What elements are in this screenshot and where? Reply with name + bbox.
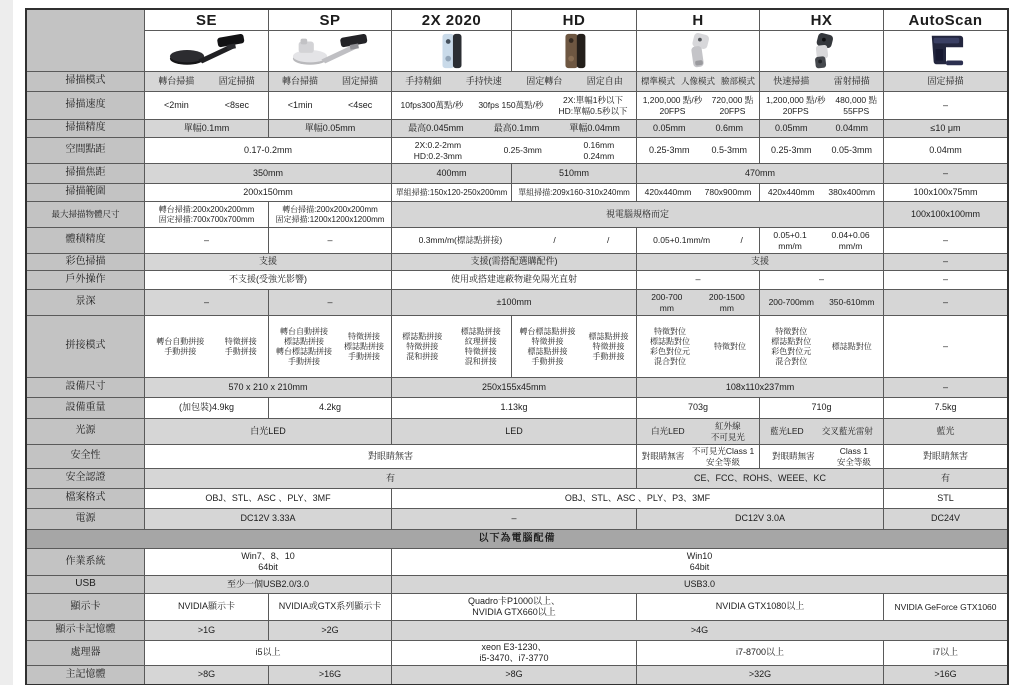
row-computer-spec-banner	[27, 530, 1007, 549]
cell-point-distance-autoscan: 0.04mm	[884, 138, 1007, 164]
cell-scan-mode-hx: 快速掃描 雷射掃描	[760, 72, 884, 92]
cell-ram-se: >8G	[145, 666, 269, 684]
row-ram	[27, 666, 1007, 684]
row-label-scan-speed: 掃描速度	[27, 92, 145, 120]
2x-scanner-image	[392, 31, 511, 72]
cell-light-hx: 藍光LED 交叉藍光雷射	[760, 419, 884, 445]
autoscan-scanner-image	[884, 31, 1007, 72]
row-label-certification: 安全認證	[27, 469, 145, 489]
row-gpu	[27, 594, 1007, 621]
cell-scan-accuracy-h: 0.05mm 0.6mm	[637, 120, 760, 138]
cell-vram-2x-autoscan: >4G	[392, 621, 1007, 641]
cell-scan-speed-h: 1,200,000 點/秒 20FPS 720,000 點 20FPS	[637, 92, 760, 120]
cell-scan-range-h: 420x440mm 780x900mm	[637, 184, 760, 202]
cell-device-size-autoscan: –	[884, 378, 1007, 398]
cell-alignment-se: 轉台自動拼接 手動拼接 特徵拼接 手動拼接	[145, 316, 269, 378]
cell-alignment-hx: 特徵對位 標誌點對位 彩色對位元 混合對位 標誌點對位	[760, 316, 884, 378]
cell-scan-range-autoscan: 100x100x75mm	[884, 184, 1007, 202]
cell-depth-sp: –	[269, 290, 392, 316]
cell-certification-autoscan: 有	[884, 469, 1007, 489]
cell-certification-se-hd: 有	[145, 469, 637, 489]
row-light-source	[27, 419, 1007, 445]
cell-depth-autoscan: –	[884, 290, 1007, 316]
cell-max-size-autoscan: 100x100x100mm	[884, 202, 1007, 228]
row-scan-range	[27, 184, 1007, 202]
row-label-focal-distance: 掃描焦距	[27, 164, 145, 184]
cell-gpu-autoscan: NVIDIA GeForce GTX1060	[884, 594, 1007, 621]
row-label-scan-accuracy: 掃描精度	[27, 120, 145, 138]
cell-weight-2x-hd: 1.13kg	[392, 398, 637, 419]
cell-volume-accuracy-autoscan: –	[884, 228, 1007, 254]
row-outdoor-operation	[27, 271, 1007, 290]
product-name-hx: HX	[760, 10, 883, 31]
row-volume-accuracy	[27, 228, 1007, 254]
cell-file-format-2x-hx: OBJ、STL、ASC 、PLY、P3、3MF	[392, 489, 884, 509]
h-scanner-image	[637, 31, 759, 72]
cell-alignment-2x: 標誌點拼接 特徵拼接 混和拼接 標誌點拼接 紋理拼接 特徵拼接 混和拼接	[392, 316, 512, 378]
page-edge-strip	[0, 0, 13, 685]
cell-scan-mode-sp: 轉台掃描 固定掃描	[269, 72, 392, 92]
cell-power-autoscan: DC24V	[884, 509, 1007, 530]
row-label-safety: 安全性	[27, 445, 145, 469]
cell-alignment-hd: 轉台標誌點拼接 特徵拼接 標誌點拼接 手動拼接 標誌點拼接 特徵拼接 手動拼接	[512, 316, 637, 378]
row-max-object-size	[27, 202, 1007, 228]
cell-device-size-2x-hd: 250x155x45mm	[392, 378, 637, 398]
row-label-volume-accuracy: 體積精度	[27, 228, 145, 254]
2x-scanner-graphic	[397, 32, 507, 70]
cell-scan-accuracy-se: 單幅0.1mm	[145, 120, 269, 138]
cell-focal-se-sp: 350mm	[145, 164, 392, 184]
cell-volume-accuracy-h: 0.05+0.1mm/m /	[637, 228, 760, 254]
cell-os-se-sp: Win7、8、10 64bit	[145, 549, 392, 576]
cell-alignment-sp: 轉台自動拼接 標誌點拼接 轉台標誌點拼接 手動拼接 特徵拼接 標誌點拼接 手動拼接	[269, 316, 392, 378]
row-focal-distance	[27, 164, 1007, 184]
cell-cpu-h-hx: i7-8700以上	[637, 641, 884, 666]
cell-weight-se: (加包裝)4.9kg	[145, 398, 269, 419]
cell-cpu-se-sp: i5以上	[145, 641, 392, 666]
cell-light-autoscan: 藍光	[884, 419, 1007, 445]
row-label-light-source: 光源	[27, 419, 145, 445]
product-col-sp	[269, 10, 392, 72]
row-label-ram: 主記憶體	[27, 666, 145, 684]
cell-scan-range-se-sp: 200x150mm	[145, 184, 392, 202]
cell-volume-accuracy-sp: –	[269, 228, 392, 254]
h-scanner-graphic	[643, 32, 753, 70]
hx-scanner-graphic	[767, 32, 877, 70]
cell-usb-se-sp: 至少一個USB2.0/3.0	[145, 576, 392, 594]
row-alignment-mode	[27, 316, 1007, 378]
row-label-vram: 顯示卡記憶體	[27, 621, 145, 641]
cell-gpu-2x-hd: Quadro卡P1000以上、 NVIDIA GTX660以上	[392, 594, 637, 621]
cell-safety-hx: 對眼睛無害 Class 1 安全等級	[760, 445, 884, 469]
cell-scan-speed-2x-hd: 10fps300萬點/秒 30fps 150萬點/秒 2X:單幅1秒以下 HD:單幅0.5秒以下	[392, 92, 637, 120]
cell-device-size-se-sp: 570 x 210 x 210mm	[145, 378, 392, 398]
product-name-se: SE	[145, 10, 268, 31]
cell-scan-speed-se: <2min <8sec	[145, 92, 269, 120]
row-depth-of-field	[27, 290, 1007, 316]
cell-light-h: 白光LED 紅外線 不可見光	[637, 419, 760, 445]
cell-point-distance-hx: 0.25-3mm 0.05-3mm	[760, 138, 884, 164]
cell-safety-h: 對眼睛無害 不可見光Class 1 安全等級	[637, 445, 760, 469]
row-label-power: 電源	[27, 509, 145, 530]
row-label-point-distance: 空間點距	[27, 138, 145, 164]
cell-scan-range-hx: 420x440mm 380x400mm	[760, 184, 884, 202]
row-certification	[27, 469, 1007, 489]
cell-depth-h: 200-700 mm 200-1500 mm	[637, 290, 760, 316]
row-power	[27, 509, 1007, 530]
row-color-scan	[27, 254, 1007, 271]
row-vram	[27, 621, 1007, 641]
row-label-os: 作業系統	[27, 549, 145, 576]
cell-focal-h-hx: 470mm	[637, 164, 884, 184]
cell-depth-hx: 200-700mm 350-610mm	[760, 290, 884, 316]
cell-ram-h-hx: >32G	[637, 666, 884, 684]
cell-gpu-se: NVIDIA顯示卡	[145, 594, 269, 621]
product-col-hx	[760, 10, 884, 72]
cell-scan-accuracy-hx: 0.05mm 0.04mm	[760, 120, 884, 138]
row-scan-speed	[27, 92, 1007, 120]
cell-color-scan-se-sp: 支援	[145, 254, 392, 271]
cell-max-size-sp: 轉台掃描:200x200x200mm 固定掃描:1200x1200x1200mm	[269, 202, 392, 228]
cell-point-distance-se-sp: 0.17-0.2mm	[145, 138, 392, 164]
cell-file-format-autoscan: STL	[884, 489, 1007, 509]
product-name-hd: HD	[512, 10, 636, 31]
cell-device-size-h-hx: 108x110x237mm	[637, 378, 884, 398]
sp-scanner-graphic	[275, 32, 385, 70]
spec-table	[25, 8, 1009, 685]
row-label-device-size: 設備尺寸	[27, 378, 145, 398]
cell-scan-accuracy-2x-hd: 最高0.045mm 最高0.1mm 單幅0.04mm	[392, 120, 637, 138]
row-scan-mode	[27, 72, 1007, 92]
product-name-autoscan: AutoScan	[884, 10, 1007, 31]
row-label-alignment-mode: 拼接模式	[27, 316, 145, 378]
row-label-file-format: 檔案格式	[27, 489, 145, 509]
row-safety	[27, 445, 1007, 469]
row-device-weight	[27, 398, 1007, 419]
cell-weight-h: 703g	[637, 398, 760, 419]
cell-outdoor-2x-hd: 使用或搭建遮蔽物避免陽光直射	[392, 271, 637, 290]
product-col-h	[637, 10, 760, 72]
cell-alignment-autoscan: –	[884, 316, 1007, 378]
cell-safety-se-hd: 對眼睛無害	[145, 445, 637, 469]
row-label-cpu: 處理器	[27, 641, 145, 666]
cell-max-size-2x-hx: 視電腦規格而定	[392, 202, 884, 228]
cell-gpu-sp: NVIDIA或GTX系列顯示卡	[269, 594, 392, 621]
row-label-outdoor-operation: 戶外操作	[27, 271, 145, 290]
cell-alignment-h: 特徵對位 標誌點對位 彩色對位元 混合對位 特徵對位	[637, 316, 760, 378]
cell-volume-accuracy-se: –	[145, 228, 269, 254]
computer-spec-banner: 以下為電腦配備	[27, 530, 1007, 549]
cell-volume-accuracy-hx: 0.05+0.1 mm/m 0.04+0.06 mm/m	[760, 228, 884, 254]
product-col-se	[145, 10, 269, 72]
hx-scanner-image	[760, 31, 883, 72]
cell-gpu-h-hx: NVIDIA GTX1080以上	[637, 594, 884, 621]
cell-vram-se: >1G	[145, 621, 269, 641]
cell-light-2x-hd: LED	[392, 419, 637, 445]
row-point-distance	[27, 138, 1007, 164]
product-name-h: H	[637, 10, 759, 31]
row-label-scan-mode: 掃描模式	[27, 72, 145, 92]
cell-scan-range-hd: 單組掃描:209x160-310x240mm	[512, 184, 637, 202]
row-label-device-weight: 設備重量	[27, 398, 145, 419]
cell-vram-sp: >2G	[269, 621, 392, 641]
cell-depth-se: –	[145, 290, 269, 316]
cell-outdoor-h: –	[637, 271, 760, 290]
product-col-hd	[512, 10, 637, 72]
cell-cpu-2x-hd: xeon E3-1230、 i5-3470、i7-3770	[392, 641, 637, 666]
cell-weight-hx: 710g	[760, 398, 884, 419]
product-name-sp: SP	[269, 10, 391, 31]
row-label-color-scan: 彩色掃描	[27, 254, 145, 271]
row-label-max-object-size: 最大掃描物體尺寸	[27, 202, 145, 228]
cell-point-distance-2x-hd: 2X:0.2-2mm HD:0.2-3mm 0.25-3mm 0.16mm 0.24mm	[392, 138, 637, 164]
cell-color-scan-h-hx: 支援	[637, 254, 884, 271]
product-col-2x	[392, 10, 512, 72]
cell-certification-h-hx: CE、FCC、ROHS、WEEE、KC	[637, 469, 884, 489]
cell-scan-speed-sp: <1min <4sec	[269, 92, 392, 120]
hd-scanner-graphic	[519, 32, 629, 70]
row-label-scan-range: 掃描範圍	[27, 184, 145, 202]
cell-file-format-se-sp: OBJ、STL、ASC 、PLY、3MF	[145, 489, 392, 509]
row-device-size	[27, 378, 1007, 398]
row-os	[27, 549, 1007, 576]
se-scanner-graphic	[152, 32, 262, 70]
cell-ram-autoscan: >16G	[884, 666, 1007, 684]
row-label-gpu: 顯示卡	[27, 594, 145, 621]
cell-safety-autoscan: 對眼睛無害	[884, 445, 1007, 469]
se-scanner-image	[145, 31, 268, 72]
row-file-format	[27, 489, 1007, 509]
row-usb	[27, 576, 1007, 594]
cell-outdoor-autoscan: –	[884, 271, 1007, 290]
cell-cpu-autoscan: i7以上	[884, 641, 1007, 666]
cell-power-se-sp: DC12V 3.33A	[145, 509, 392, 530]
cell-ram-sp: >16G	[269, 666, 392, 684]
cell-ram-2x-hd: >8G	[392, 666, 637, 684]
cell-color-scan-autoscan: –	[884, 254, 1007, 271]
cell-scan-accuracy-autoscan: ≤10 μm	[884, 120, 1007, 138]
header-row	[27, 10, 1007, 72]
cell-focal-autoscan: –	[884, 164, 1007, 184]
cell-light-se-sp: 白光LED	[145, 419, 392, 445]
product-name-2x: 2X 2020	[392, 10, 511, 31]
cell-outdoor-hx: –	[760, 271, 884, 290]
corner-cell	[27, 10, 145, 72]
cell-usb-2x-autoscan: USB3.0	[392, 576, 1007, 594]
cell-weight-sp: 4.2kg	[269, 398, 392, 419]
cell-max-size-se: 轉台掃描:200x200x200mm 固定掃描:700x700x700mm	[145, 202, 269, 228]
cell-power-2x-hd: –	[392, 509, 637, 530]
row-label-usb: USB	[27, 576, 145, 594]
cell-scan-speed-autoscan: –	[884, 92, 1007, 120]
cell-scan-speed-hx: 1,200,000 點/秒 20FPS 480,000 點 55FPS	[760, 92, 884, 120]
cell-scan-accuracy-sp: 單幅0.05mm	[269, 120, 392, 138]
cell-scan-mode-autoscan: 固定掃描	[884, 72, 1007, 92]
row-label-depth-of-field: 景深	[27, 290, 145, 316]
cell-scan-range-2x: 單組掃描:150x120-250x200mm	[392, 184, 512, 202]
product-col-autoscan	[884, 10, 1007, 72]
hd-scanner-image	[512, 31, 636, 72]
row-cpu	[27, 641, 1007, 666]
cell-os-2x-autoscan: Win10 64bit	[392, 549, 1007, 576]
cell-focal-2x: 400mm	[392, 164, 512, 184]
cell-outdoor-se-sp: 不支援(受強光影響)	[145, 271, 392, 290]
cell-color-scan-2x-hd: 支援(需搭配選購配件)	[392, 254, 637, 271]
cell-point-distance-h: 0.25-3mm 0.5-3mm	[637, 138, 760, 164]
cell-power-h-hx: DC12V 3.0A	[637, 509, 884, 530]
cell-weight-autoscan: 7.5kg	[884, 398, 1007, 419]
cell-volume-accuracy-2x-hd: 0.3mm/m(標誌點拼接) / /	[392, 228, 637, 254]
cell-focal-hd: 510mm	[512, 164, 637, 184]
cell-scan-mode-h: 標準模式 人像模式 臉部模式	[637, 72, 760, 92]
autoscan-scanner-graphic	[891, 32, 1001, 70]
cell-scan-mode-2x-hd: 手持精細 手持快速 固定轉台 固定自由	[392, 72, 637, 92]
cell-scan-mode-se: 轉台掃描 固定掃描	[145, 72, 269, 92]
row-scan-accuracy	[27, 120, 1007, 138]
cell-depth-2x-hd: ±100mm	[392, 290, 637, 316]
sp-scanner-image	[269, 31, 391, 72]
